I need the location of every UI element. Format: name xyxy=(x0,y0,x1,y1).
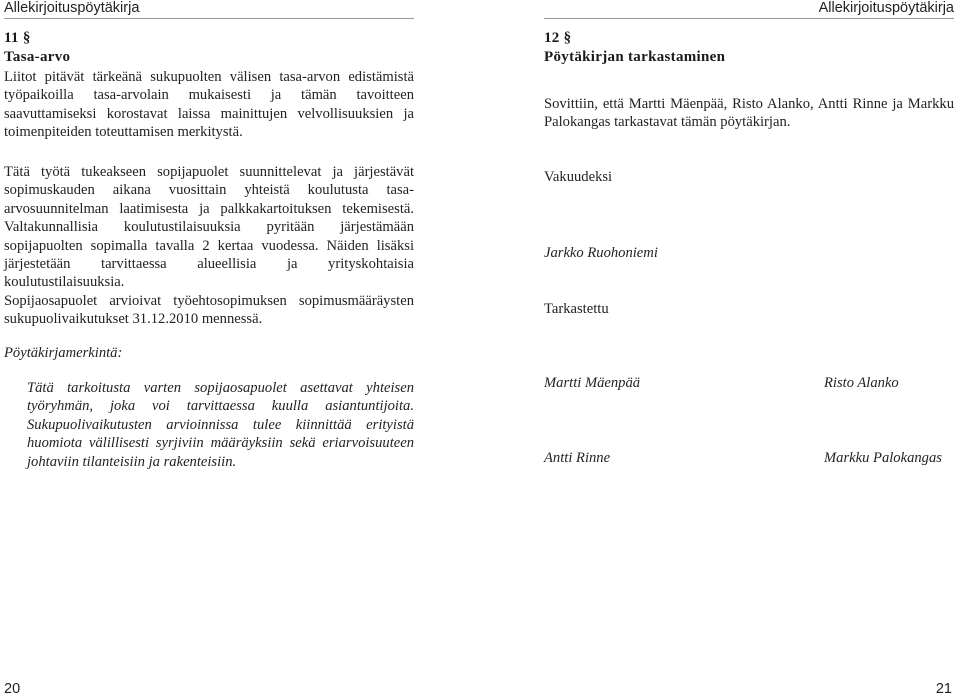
right-page xyxy=(480,0,960,697)
section-title: Tasa-arvo xyxy=(4,49,71,65)
vakuudeksi-label: Vakuudeksi xyxy=(544,169,613,185)
tarkastettu-label: Tarkastettu xyxy=(544,301,609,317)
section-number: 11 § xyxy=(4,30,31,46)
checker-signature-antti: Antti Rinne xyxy=(544,450,611,466)
page-number: 20 xyxy=(4,681,21,697)
note-label: Pöytäkirjamerkintä: xyxy=(4,345,123,361)
checker-signature-markku: Markku Palokangas xyxy=(824,450,942,466)
paragraph-3: Sopijaosapuolet arvioivat työehtosopimuksen sopimusmääräysten sukupuolivaikutukset 31.12.2010 mennessä. xyxy=(4,293,414,328)
section-title: Pöytäkirjan tarkastaminen xyxy=(544,49,726,65)
running-head: Allekirjoituspöytäkirja xyxy=(818,0,954,16)
running-head: Allekirjoituspöytäkirja xyxy=(4,0,140,16)
paragraph: Sovittiin, että Martti Mäenpää, Risto Alanko, Antti Rinne ja Markku Palokangas tarkastavat tämän pöytäkirjan. xyxy=(544,96,954,131)
section-number: 12 § xyxy=(544,30,572,46)
checker-signature-risto: Risto Alanko xyxy=(824,375,899,391)
header-rule xyxy=(544,18,954,19)
paragraph-1: Liitot pitävät tärkeänä sukupuolten välisen tasa-arvon edistämistä työpaikoilla tasa-arvolain mukaisesti ja tämän tavoitteen saavuttamiseksi korostavat laissa mainittujen velvollisuuksien ja toimenpiteiden toteuttamisen merkitystä. xyxy=(4,69,414,141)
secretary-signature: Jarkko Ruohoniemi xyxy=(544,245,658,261)
checker-signature-martti: Martti Mäenpää xyxy=(544,375,641,391)
paragraph-2: Tätä työtä tukeakseen sopijapuolet suunnittelevat ja järjestävät sopimuskauden aikana vuosittain yhteistä koulutusta tasa-arvosuunnitelman laatimisesta ja palkkakartoituksen tekemisestä. Valtakunnallisia koulutustilaisuuksia pyritään järjestämään sopijapuolten sopimalla tavalla 2 kertaa vuodessa. Näiden lisäksi järjestetään tarvittaessa alueellisia ja yrityskohtaisia koulutustilaisuuksia. xyxy=(4,164,414,291)
note-text: Tätä tarkoitusta varten sopijaosapuolet asettavat yhteisen työryhmän, joka voi tarvittaessa kuulla asiantuntijoita. Sukupuolivaikutusten arvioinnissa tulee kiinnittää erityistä huomiota välillisesti syrjiviin määräyksiin sekä eriarvoisuuteen johtaviin tilanteisiin ja rakenteisiin. xyxy=(27,380,414,470)
page-number: 21 xyxy=(935,681,952,697)
header-rule xyxy=(4,18,414,19)
